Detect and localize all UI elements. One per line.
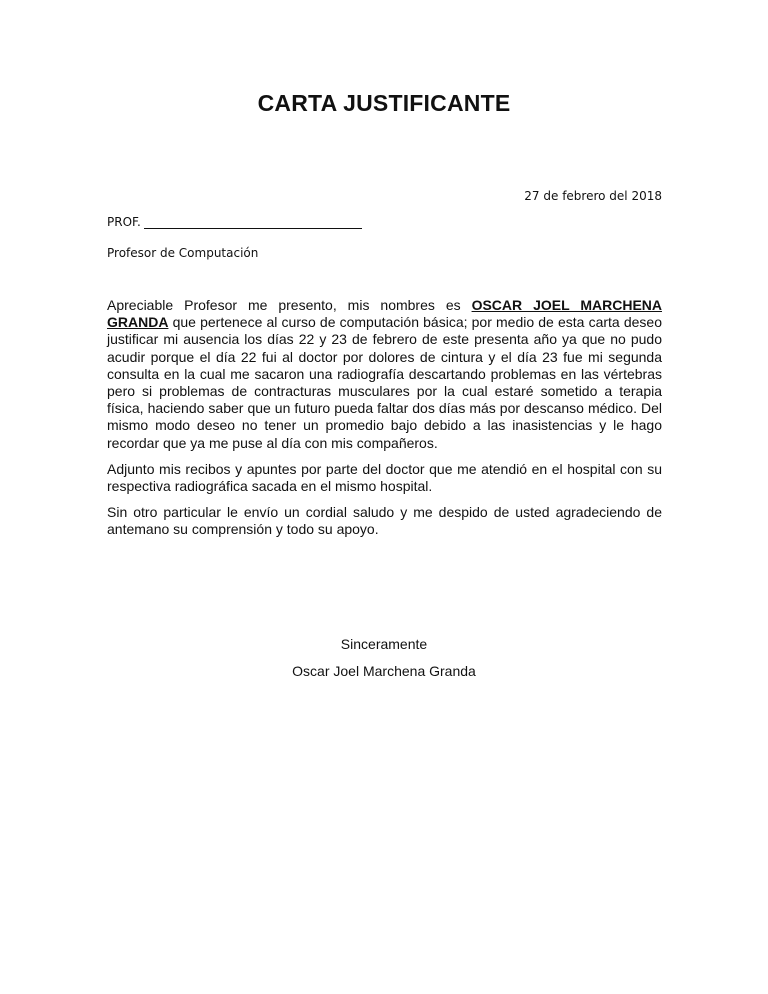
paragraph-2: Adjunto mis recibos y apuntes por parte del doctor que me atendió en el hospital con su respectiva radiográfica sacada en el mismo hospital.	[107, 460, 662, 495]
recipient-line	[107, 215, 362, 229]
letter-body	[107, 297, 662, 548]
paragraph-3: Sin otro particular le envío un cordial saludo y me despido de usted agradeciendo de antemano su comprensión y todo su apoyo.	[107, 504, 662, 538]
recipient-prefix: PROF.	[107, 215, 141, 229]
recipient-role: Profesor de Computación	[107, 246, 259, 260]
paragraph-1-intro: Apreciable Profesor me presento, mis nombres es	[107, 297, 472, 313]
student-name-highlight: OSCAR JOEL MARCHENA GRANDA	[107, 297, 662, 331]
letter-date: 27 de febrero del 2018	[524, 189, 662, 203]
recipient-name-blank	[144, 216, 362, 229]
signer-name: Oscar Joel Marchena Granda	[292, 663, 476, 679]
paragraph-1	[107, 297, 662, 452]
letter-title: CARTA JUSTIFICANTE	[257, 90, 511, 116]
closing-salutation: Sinceramente	[340, 636, 428, 652]
paragraph-1-rest: que pertenece al curso de computación básica; por medio de esta carta deseo justificar mi ausencia los días 22 y 23 de febrero de este presenta año ya que no pudo acudir porque el día 22 fui al doctor por dolores de cintura y el día 23 fue mi segunda consulta en la cual me sacaron una radiografía descartando problemas en las vértebras pero si problemas de contracturas musculares por la cual estaré sometido a terapia física, haciendo saber que un futuro pueda faltar dos días más por descanso médico. Del mismo modo deseo no tener un promedio bajo debido a las inasistencias y le hago recordar que ya me puse al día con mis compañeros.	[107, 314, 662, 451]
